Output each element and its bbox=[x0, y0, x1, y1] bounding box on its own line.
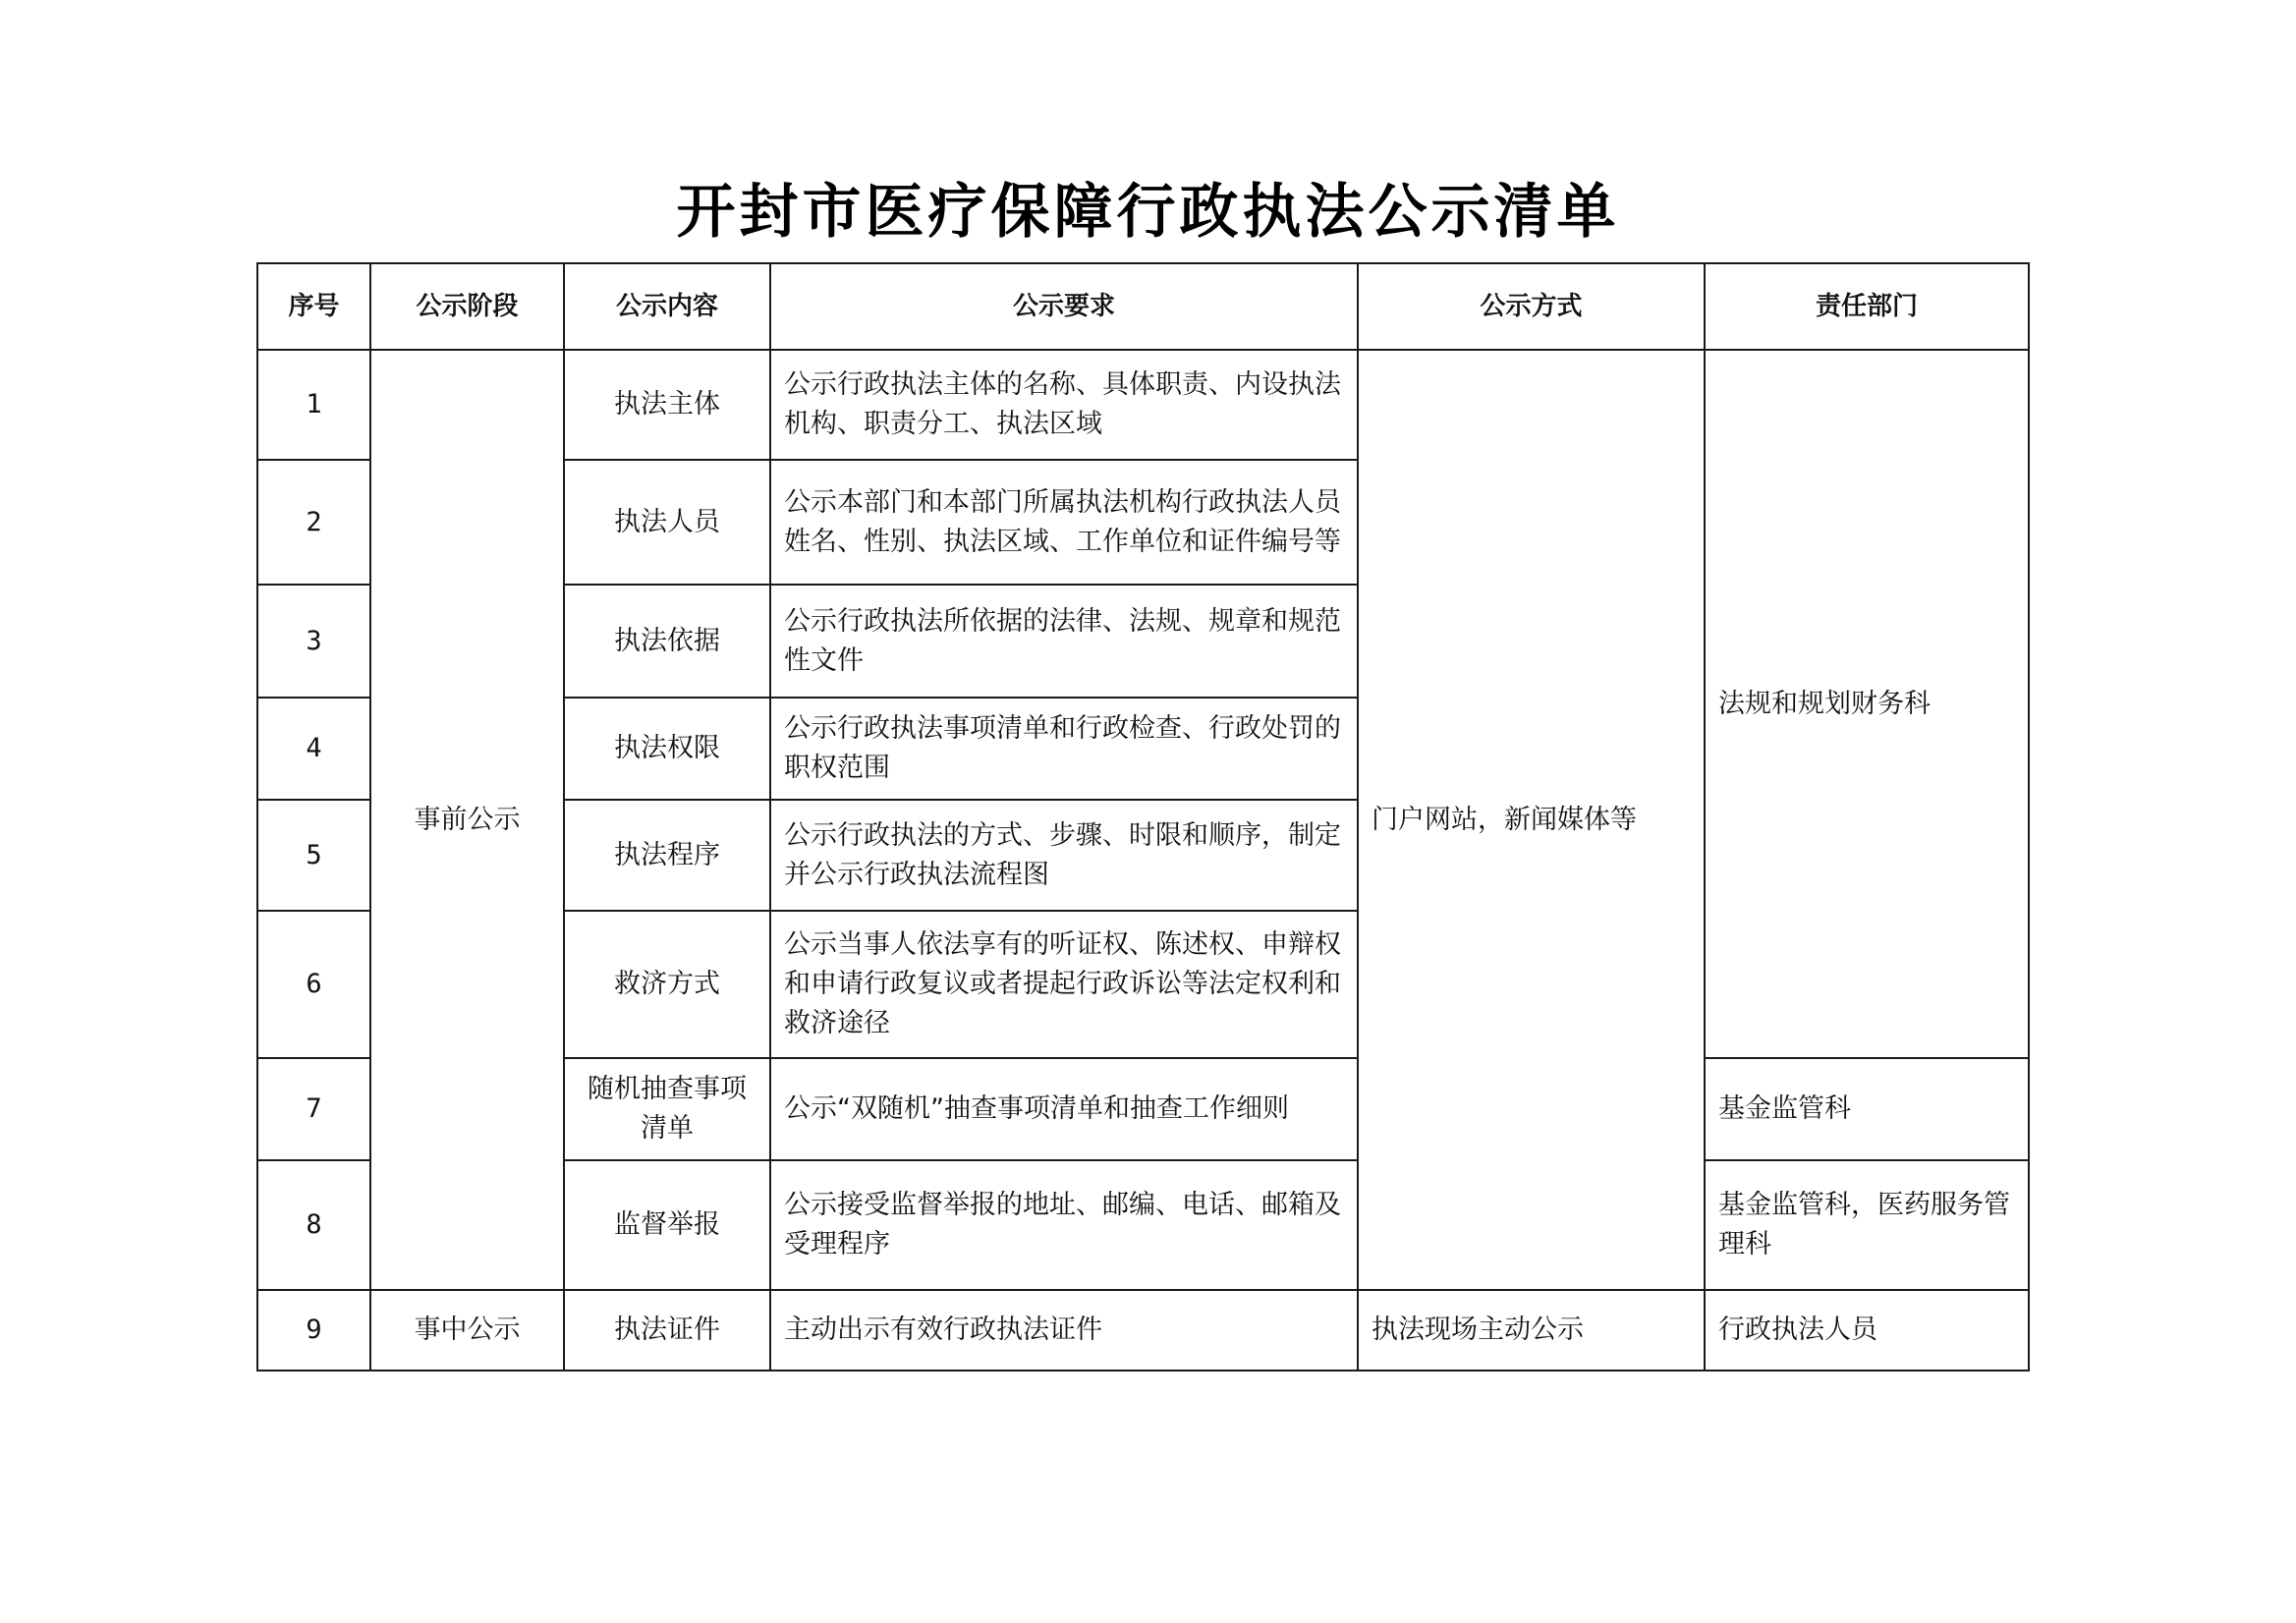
requirement-cell: 公示本部门和本部门所属执法机构行政执法人员姓名、性别、执法区域、工作单位和证件编号等 bbox=[770, 460, 1358, 585]
serial-no: 8 bbox=[257, 1160, 370, 1290]
content-cell: 执法依据 bbox=[564, 585, 770, 698]
document-title: 开封市医疗保障行政执法公示清单 bbox=[676, 178, 1620, 247]
header-serial-no: 序号 bbox=[257, 263, 370, 350]
stage-cell: 事中公示 bbox=[370, 1290, 564, 1371]
serial-no: 5 bbox=[257, 800, 370, 911]
serial-no: 1 bbox=[257, 350, 370, 460]
header-content: 公示内容 bbox=[564, 263, 770, 350]
serial-no: 2 bbox=[257, 460, 370, 585]
content-cell: 救济方式 bbox=[564, 911, 770, 1058]
department-cell: 行政执法人员 bbox=[1705, 1290, 2029, 1371]
requirement-cell: 主动出示有效行政执法证件 bbox=[770, 1290, 1358, 1371]
stage-cell: 事前公示 bbox=[370, 350, 564, 1290]
table-row bbox=[257, 350, 2029, 460]
department-cell: 基金监管科 bbox=[1705, 1058, 2029, 1160]
table-row bbox=[257, 1290, 2029, 1371]
requirement-cell: 公示行政执法所依据的法律、法规、规章和规范性文件 bbox=[770, 585, 1358, 698]
content-cell: 执法程序 bbox=[564, 800, 770, 911]
method-cell: 执法现场主动公示 bbox=[1358, 1290, 1705, 1371]
content-cell: 执法主体 bbox=[564, 350, 770, 460]
header-method: 公示方式 bbox=[1358, 263, 1705, 350]
serial-no: 7 bbox=[257, 1058, 370, 1160]
content-cell: 执法人员 bbox=[564, 460, 770, 585]
requirement-cell: 公示行政执法主体的名称、具体职责、内设执法机构、职责分工、执法区域 bbox=[770, 350, 1358, 460]
requirement-cell: 公示当事人依法享有的听证权、陈述权、申辩权和申请行政复议或者提起行政诉讼等法定权利和救济途径 bbox=[770, 911, 1358, 1058]
department-cell: 法规和规划财务科 bbox=[1705, 350, 2029, 1058]
content-cell: 监督举报 bbox=[564, 1160, 770, 1290]
serial-no: 3 bbox=[257, 585, 370, 698]
serial-no: 9 bbox=[257, 1290, 370, 1371]
content-cell: 随机抽查事项清单 bbox=[564, 1058, 770, 1160]
method-cell: 门户网站，新闻媒体等 bbox=[1358, 350, 1705, 1290]
table-header-row bbox=[257, 263, 2029, 350]
serial-no: 6 bbox=[257, 911, 370, 1058]
header-requirement: 公示要求 bbox=[770, 263, 1358, 350]
requirement-cell: 公示行政执法事项清单和行政检查、行政处罚的职权范围 bbox=[770, 698, 1358, 800]
serial-no: 4 bbox=[257, 698, 370, 800]
disclosure-table bbox=[256, 262, 2030, 1371]
requirement-cell: 公示行政执法的方式、步骤、时限和顺序，制定并公示行政执法流程图 bbox=[770, 800, 1358, 911]
content-cell: 执法权限 bbox=[564, 698, 770, 800]
content-cell: 执法证件 bbox=[564, 1290, 770, 1371]
department-cell: 基金监管科，医药服务管理科 bbox=[1705, 1160, 2029, 1290]
requirement-cell: 公示接受监督举报的地址、邮编、电话、邮箱及受理程序 bbox=[770, 1160, 1358, 1290]
header-department: 责任部门 bbox=[1705, 263, 2029, 350]
header-stage: 公示阶段 bbox=[370, 263, 564, 350]
requirement-cell: 公示“双随机”抽查事项清单和抽查工作细则 bbox=[770, 1058, 1358, 1160]
